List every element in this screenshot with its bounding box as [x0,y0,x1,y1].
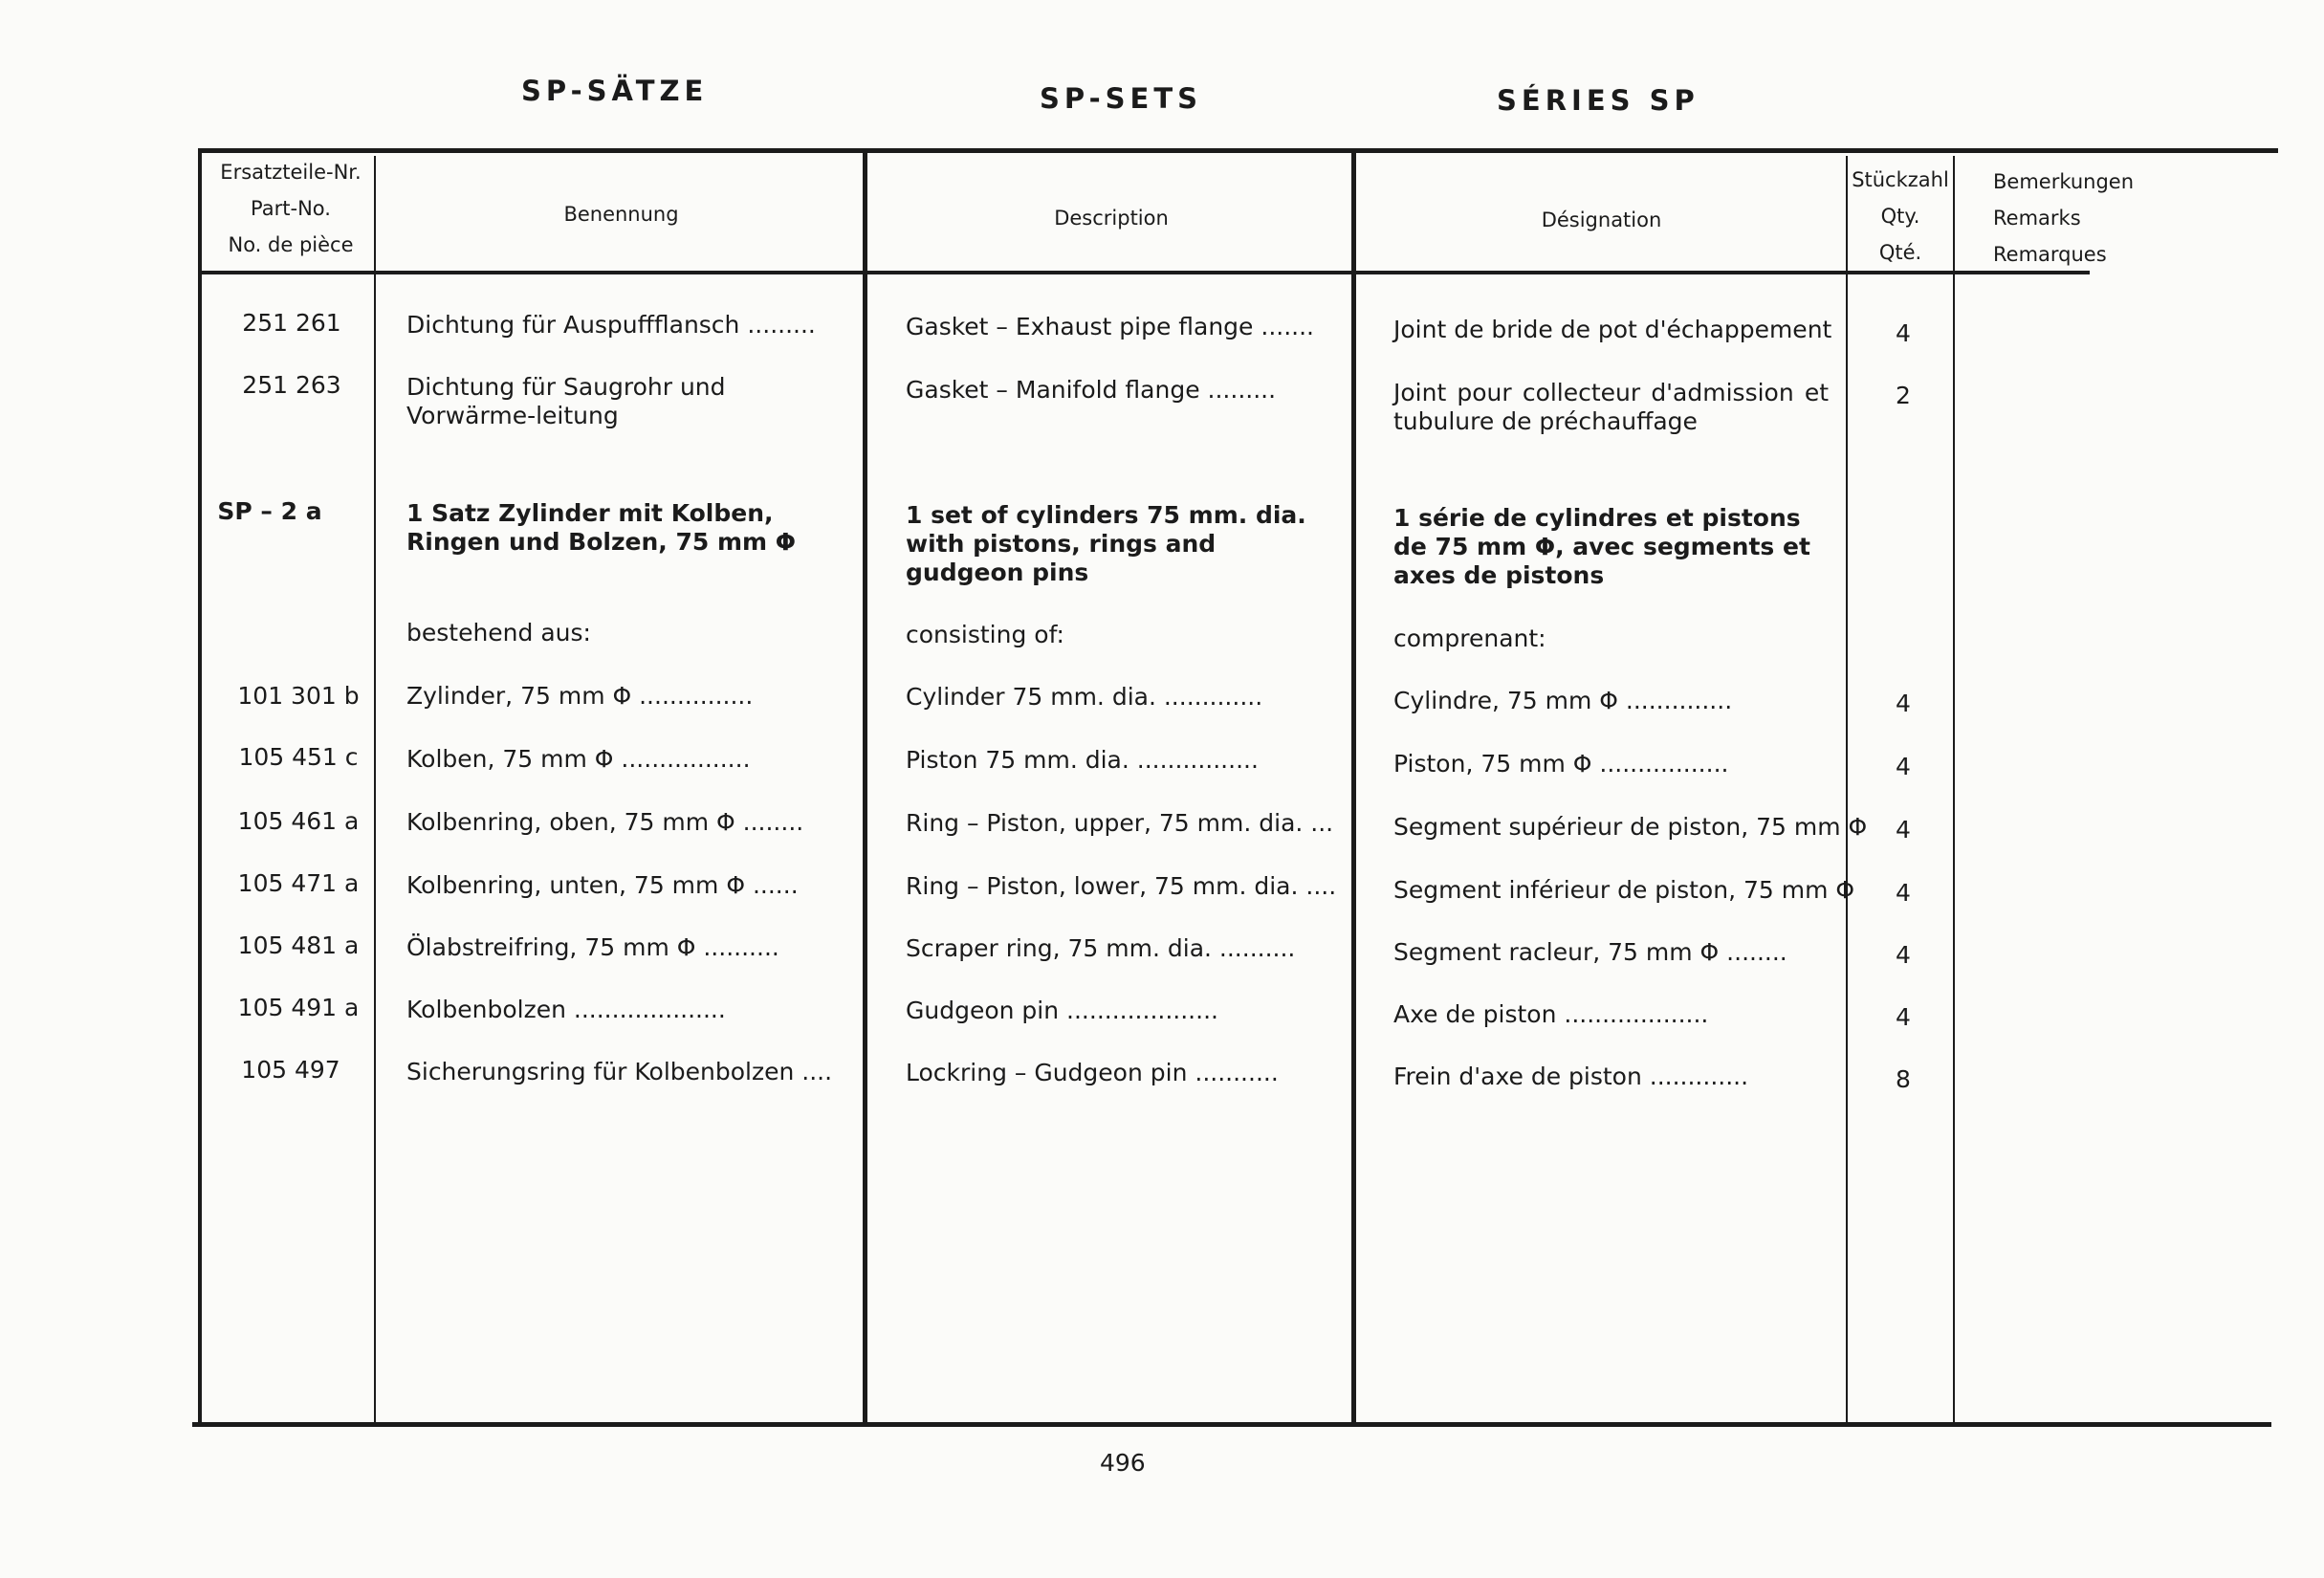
divider-description [1351,153,1356,1425]
header-qty [1848,162,1953,271]
description-text: Lockring – Gudgeon pin ........... [906,1059,1279,1086]
header-description: Description [1054,207,1169,230]
header-bottom-rule [201,271,2090,274]
title-german: SP-SÄTZE [521,75,709,107]
designation-text: Cylindre, 75 mm Φ .............. [1393,687,1733,714]
quantity: 4 [1896,690,1911,717]
benennung-text: Kolbenring, unten, 75 mm Φ ...... [406,871,799,899]
quantity: 2 [1896,382,1911,409]
designation-text: 1 série de cylindres et pistons de 75 mm Φ, avec segments et axes de pistons [1393,504,1810,589]
part-number: 105 461 a [237,807,360,835]
designation-text: Segment inférieur de piston, 75 mm Φ [1393,876,1855,904]
border-left [198,148,202,1425]
page-number: 496 [1100,1449,1146,1477]
designation-text: Joint de bride de pot d'échappement [1393,316,1832,343]
header-designation: Désignation [1541,208,1662,231]
description-text: consisting of: [906,621,1064,648]
description-text: Ring – Piston, lower, 75 mm. dia. .... [906,872,1337,900]
part-number: 105 491 a [237,994,360,1021]
designation-text: Frein d'axe de piston ............. [1393,1063,1749,1090]
benennung-text: Kolbenbolzen .................... [406,996,726,1023]
designation-text: Segment supérieur de piston, 75 mm Φ [1393,813,1868,841]
divider-benennung [863,153,867,1425]
description-text: 1 set of cylinders 75 mm. dia. with pistons, rings and gudgeon pins [906,501,1306,586]
description-text: Ring – Piston, upper, 75 mm. dia. ... [906,809,1334,837]
quantity: 4 [1896,1003,1911,1031]
header-part-no-en: Part-No. [251,197,331,220]
header-part-no-fr: No. de pièce [228,233,354,256]
benennung-text: Kolbenring, oben, 75 mm Φ ........ [406,808,804,836]
designation-text: Axe de piston ................... [1393,1000,1709,1028]
benennung-text: Dichtung für Auspuffflansch ......... [406,311,816,339]
part-number: 105 471 a [237,869,360,897]
part-number: 251 261 [242,309,341,337]
part-number: 105 451 c [238,743,359,771]
header-remarks [1993,164,2175,273]
title-french: SÉRIES SP [1497,84,1699,117]
header-qty-fr: Qté. [1878,241,1922,264]
header-part-no [209,154,372,263]
part-number: 251 263 [242,371,341,399]
quantity: 4 [1896,941,1911,969]
table-bottom-rule [192,1422,2271,1427]
benennung-text: bestehend aus: [406,619,591,647]
header-remarks-en: Remarks [1993,207,2081,230]
description-text: Gasket – Manifold flange ......... [906,376,1277,404]
benennung-text: Kolben, 75 mm Φ ................. [406,745,751,773]
title-english: SP-SETS [1040,82,1203,115]
header-part-no-de: Ersatzteile-Nr. [220,161,362,184]
designation-text: Joint pour collecteur d'admission et tubulure de préchauffage [1393,379,1829,435]
description-text: Piston 75 mm. dia. ................ [906,746,1259,774]
part-number: 105 497 [241,1056,340,1084]
divider-part-no [374,156,376,1424]
description-text: Cylinder 75 mm. dia. ............. [906,683,1263,711]
benennung-text: Dichtung für Saugrohr und Vorwärme-leitung [406,373,726,429]
benennung-text: 1 Satz Zylinder mit Kolben, Ringen und Bolzen, 75 mm Φ [406,499,797,556]
header-remarks-fr: Remarques [1993,243,2107,266]
quantity: 4 [1896,753,1911,780]
parts-table [198,148,2278,1427]
table-top-rule [201,148,2278,153]
designation-text: Segment racleur, 75 mm Φ ........ [1393,938,1787,966]
part-number: 101 301 b [237,682,360,710]
quantity: 4 [1896,879,1911,907]
benennung-text: Sicherungsring für Kolbenbolzen .... [406,1058,833,1085]
designation-text: comprenant: [1393,625,1546,652]
header-remarks-de: Bemerkungen [1993,170,2135,193]
divider-designation [1846,156,1848,1424]
quantity: 4 [1896,319,1911,347]
description-text: Scraper ring, 75 mm. dia. .......... [906,934,1296,962]
part-number: 105 481 a [237,931,360,959]
set-number: SP – 2 a [217,497,322,525]
benennung-text: Ölabstreifring, 75 mm Φ .......... [406,933,779,961]
divider-qty [1953,156,1955,1424]
header-qty-en: Qty. [1880,205,1920,228]
designation-text: Piston, 75 mm Φ ................. [1393,750,1729,778]
benennung-text: Zylinder, 75 mm Φ ............... [406,682,754,710]
description-text: Gudgeon pin .................... [906,997,1218,1024]
quantity: 8 [1896,1065,1911,1093]
header-qty-de: Stückzahl [1852,168,1949,191]
description-text: Gasket – Exhaust pipe flange ....... [906,313,1315,340]
header-benennung: Benennung [563,203,679,226]
quantity: 4 [1896,816,1911,844]
